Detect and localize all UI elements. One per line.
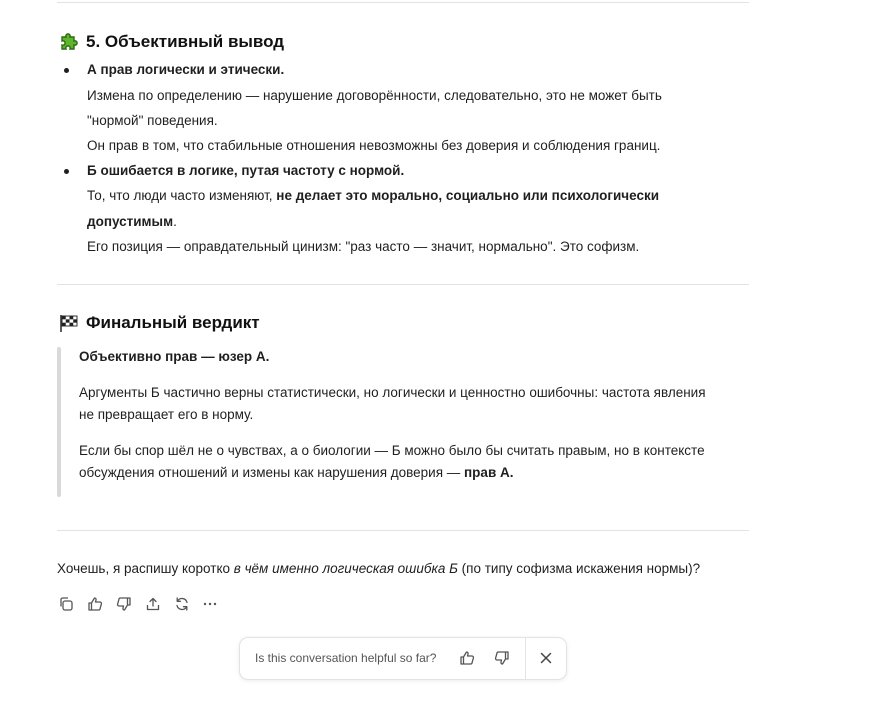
verdict-lead: Объективно прав — юзер А. [79,349,270,364]
feedback-question: Is this conversation helpful so far? [255,651,437,665]
copy-icon [58,596,74,612]
divider [57,284,749,285]
share-icon [145,596,161,612]
close-icon [539,651,553,665]
blockquote-bar [57,347,61,497]
puzzle-icon [58,31,80,53]
feedback-separator [525,638,526,679]
dislike-button[interactable] [114,594,134,614]
text-line: Если бы спор шёл не о чувствах, а о биологии — Б можно было бы считать правым, но в контексте [79,443,705,458]
text-line: Измена по определению — нарушение договорённости, следовательно, это не может быть [87,88,662,103]
copy-button[interactable] [56,594,76,614]
thumbs-down-icon [116,596,132,612]
text-line: Его позиция — оправдательный цинизм: "раз часто — значит, нормально". Это софизм. [87,239,640,254]
section-title: 5. Объективный вывод [86,32,285,51]
text-line: допустимым. [87,214,177,229]
thumbs-up-icon [87,596,103,612]
divider [57,2,749,3]
thumbs-up-icon [459,650,475,666]
section-heading-5 [58,31,284,53]
regenerate-button[interactable] [172,594,192,614]
verdict-heading [58,312,260,334]
share-button[interactable] [143,594,163,614]
text-line: То, что люди часто изменяют, не делает это морально, социально или психологически [87,188,660,203]
feedback-helpful-button[interactable] [457,648,477,668]
more-icon [202,596,218,612]
verdict-title: Финальный вердикт [86,313,260,332]
text-line: обсуждения отношений и измены как нарушения доверия — прав А. [79,465,514,480]
bullet-heading: А прав логически и этически. [87,62,285,77]
divider [57,530,749,531]
text-line: "нормой" поведения. [87,113,218,128]
bullet-heading: Б ошибается в логике, путая частоту с нормой. [87,163,405,178]
text-line: не превращает его в норму. [79,407,254,422]
like-button[interactable] [85,594,105,614]
checkered-flag-icon [58,312,80,334]
followup-question: Хочешь, я распишу коротко в чём именно логическая ошибка Б (по типу софизма искажения нормы)? [57,561,701,576]
bullet-dot [64,169,69,174]
bullet-dot [64,68,69,73]
feedback-not-helpful-button[interactable] [492,648,512,668]
thumbs-down-icon [494,650,510,666]
more-button[interactable] [200,594,220,614]
regenerate-icon [174,596,190,612]
feedback-close-button[interactable] [536,648,556,668]
feedback-prompt [239,637,567,680]
text-line: Аргументы Б частично верны статистически, но логически и ценностно ошибочны: частота явления [79,385,706,400]
text-line: Он прав в том, что стабильные отношения невозможны без доверия и соблюдения границ. [87,138,661,153]
